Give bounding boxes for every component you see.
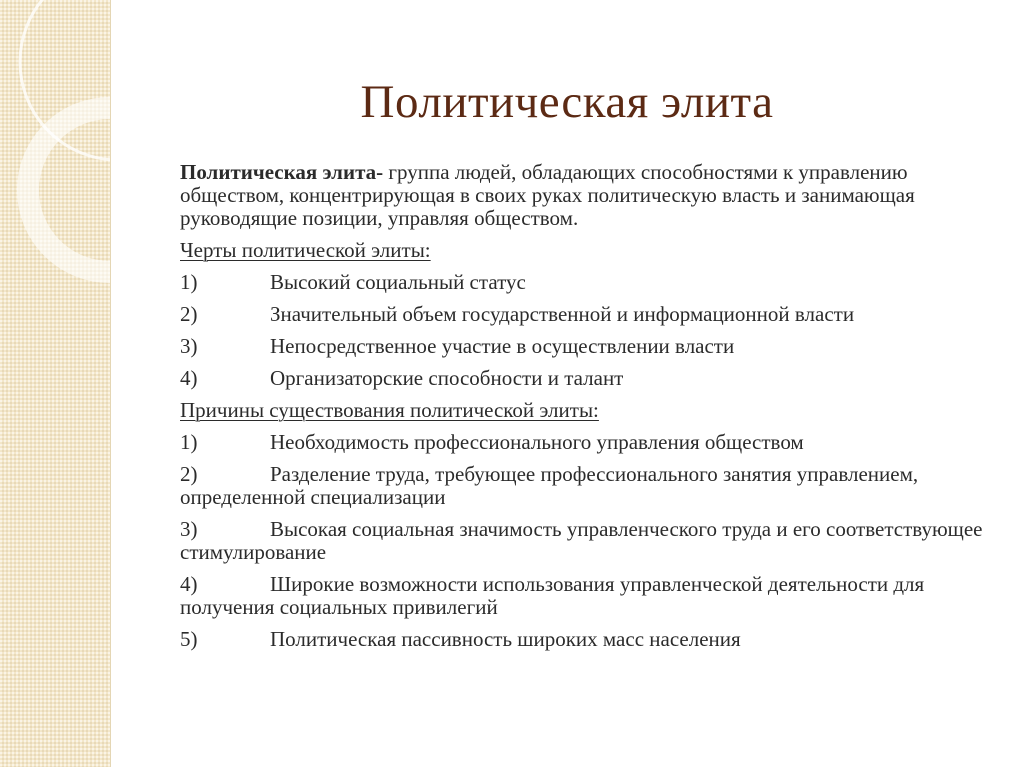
decorative-circles-graphic — [0, 0, 110, 767]
list-item-number: 2) — [180, 302, 198, 326]
features-heading: Черты политической элиты: — [180, 238, 431, 262]
list-item-text: Политическая пассивность широких масс населения — [270, 627, 741, 651]
definition-term: Политическая элита- — [180, 160, 384, 184]
slide-content — [110, 0, 1024, 767]
list-item — [180, 367, 1000, 390]
definition-paragraph — [180, 161, 1000, 230]
list-item — [180, 303, 1000, 326]
list-item — [180, 271, 1000, 294]
list-item — [180, 518, 1000, 564]
list-item-number: 5) — [180, 627, 198, 651]
list-item — [180, 431, 1000, 454]
list-item — [180, 628, 1000, 651]
reasons-heading: Причины существования политической элиты: — [180, 398, 599, 422]
list-item — [180, 573, 1000, 619]
list-item-number: 1) — [180, 430, 198, 454]
list-item-text: Значительный объем государственной и информационной власти — [270, 302, 855, 326]
slide-body — [180, 161, 1000, 660]
list-item-number: 3) — [180, 517, 198, 541]
list-item-text: Разделение труда, требующее профессионального занятия управлением, определенной специализации — [180, 462, 919, 509]
list-item-text: Широкие возможности использования управленческой деятельности для получения социальных привилегий — [180, 572, 925, 619]
list-item — [180, 463, 1000, 509]
list-item-text: Непосредственное участие в осуществлении власти — [270, 334, 735, 358]
list-item-text: Необходимость профессионального управления обществом — [270, 430, 804, 454]
decorative-side-panel — [0, 0, 111, 767]
list-item-text: Организаторские способности и талант — [270, 366, 624, 390]
definition-text: группа людей, обладающих способностями к управлению обществом, концентрирующая в своих руках политическую власть и занимающая руководящие позиции, управляя обществом. — [180, 160, 915, 230]
list-item-number: 2) — [180, 462, 198, 486]
list-item — [180, 335, 1000, 358]
slide-title: Политическая элита — [360, 76, 774, 128]
list-item-number: 4) — [180, 366, 198, 390]
list-item-text: Высокий социальный статус — [270, 270, 526, 294]
list-item-text: Высокая социальная значимость управленческого труда и его соответствующее стимулирование — [180, 517, 983, 564]
list-item-number: 3) — [180, 334, 198, 358]
list-item-number: 1) — [180, 270, 198, 294]
list-item-number: 4) — [180, 572, 198, 596]
